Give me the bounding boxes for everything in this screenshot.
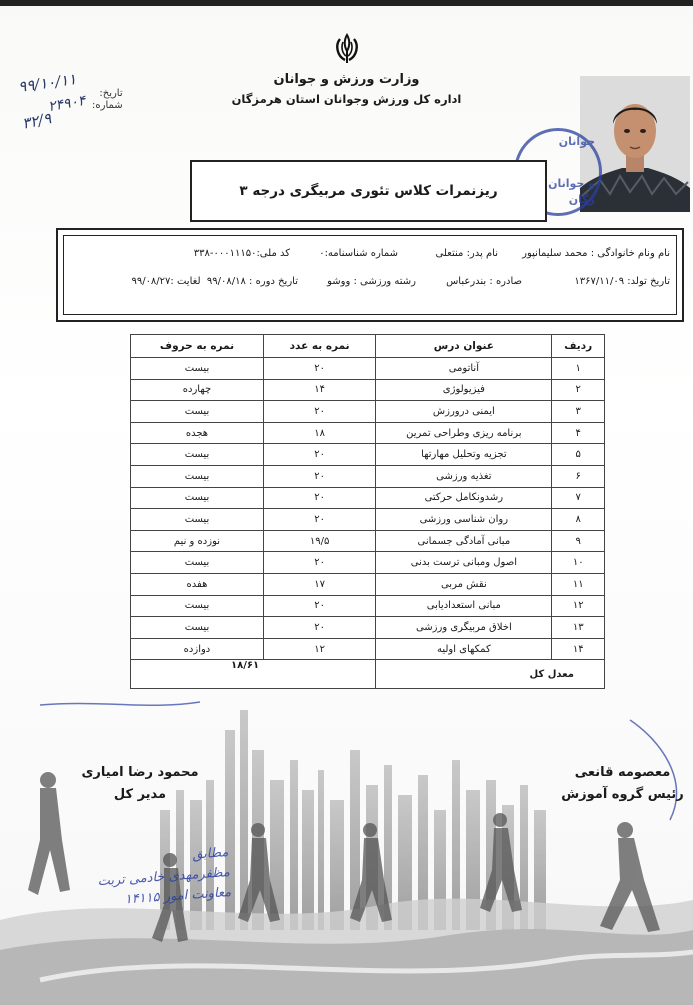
- director-name: محمود رضا امیاری: [81, 765, 199, 780]
- grade-words: بیست: [131, 509, 264, 531]
- row-number: ۸: [552, 509, 605, 531]
- grade-number: ۲۰: [263, 595, 375, 617]
- director-signature: [70, 762, 210, 806]
- course-title: مبانی آمادگی جسمانی: [376, 530, 552, 552]
- handwritten-line-2: مظفرمهدی خادمی تربت: [97, 865, 231, 890]
- grade-row: [131, 487, 605, 509]
- handwritten-line-1: مطابق: [191, 845, 229, 863]
- department-name: اداره کل ورزش وجوانان استان هرمزگان: [231, 92, 462, 106]
- training-head-signature: [560, 762, 685, 806]
- grade-row: [131, 358, 605, 380]
- birth-date-field: تاریخ تولد: ۱۳۶۷/۱۱/۰۹: [574, 276, 670, 287]
- grade-row: [131, 379, 605, 401]
- course-title: تجزیه وتحلیل مهارتها: [376, 444, 552, 466]
- grade-row: [131, 401, 605, 423]
- grade-number: ۲۰: [263, 465, 375, 487]
- grade-number: ۲۰: [263, 444, 375, 466]
- grade-words: بیست: [131, 595, 264, 617]
- handwritten-number: ۲۴۹۰۴: [46, 92, 87, 116]
- grade-row: [131, 638, 605, 660]
- course-title: تغذیه ورزشی: [376, 465, 552, 487]
- grade-number: ۱۸: [263, 422, 375, 444]
- national-code-field: کد ملی:۰۰۰۱۱۱۵۰-۳۳۸: [193, 248, 290, 259]
- handwritten-date-number: [12, 70, 102, 134]
- grade-number: ۱۴: [263, 379, 375, 401]
- row-number: ۱۰: [552, 552, 605, 574]
- grade-number: ۲۰: [263, 401, 375, 423]
- father-field: نام پدر: منتعلی: [435, 248, 498, 259]
- personal-info-box: [56, 228, 684, 322]
- grades-table: [130, 334, 605, 689]
- grade-row: [131, 422, 605, 444]
- header-grade-number: نمره به عدد: [263, 335, 375, 358]
- course-title: برنامه ریزی وطراحی تمرین: [376, 422, 552, 444]
- grade-words: بیست: [131, 617, 264, 639]
- course-title: مبانی استعدادیابی: [376, 595, 552, 617]
- average-row: [131, 660, 605, 689]
- header-course-title: عنوان درس: [376, 335, 552, 358]
- sport-field: رشته ورزشی : ووشو: [327, 276, 416, 287]
- row-number: ۱۱: [552, 573, 605, 595]
- handwritten-number-suffix: ۳۲/۹: [20, 109, 53, 133]
- grade-words: بیست: [131, 487, 264, 509]
- header-row-number: ردیف: [552, 335, 605, 358]
- grade-words: دوازده: [131, 638, 264, 660]
- scan-edge: [0, 0, 693, 6]
- grade-words: هجده: [131, 422, 264, 444]
- grade-number: ۱۹/۵: [263, 530, 375, 552]
- course-title: کمکهای اولیه: [376, 638, 552, 660]
- grade-words: چهارده: [131, 379, 264, 401]
- row-number: ۱۴: [552, 638, 605, 660]
- grade-row: [131, 573, 605, 595]
- handwritten-date: ۹۹/۱۰/۱۱: [17, 70, 78, 96]
- grade-row: [131, 595, 605, 617]
- course-title: ایمنی درورزش: [376, 401, 552, 423]
- row-number: ۴: [552, 422, 605, 444]
- average-value: ۱۸/۶۱: [131, 660, 376, 689]
- row-number: ۱۲: [552, 595, 605, 617]
- header-grade-words: نمره به حروف: [131, 335, 264, 358]
- number-label: شماره:: [92, 100, 123, 111]
- ministry-name: وزارت ورزش و جوانان: [273, 72, 420, 87]
- grade-number: ۲۰: [263, 509, 375, 531]
- name-field: نام ونام خانوادگی : محمد سلیمانپور: [522, 248, 670, 259]
- sports-skyline-illustration: [0, 690, 693, 1005]
- grade-words: بیست: [131, 465, 264, 487]
- course-title: فیزیولوژی: [376, 379, 552, 401]
- row-number: ۱۳: [552, 617, 605, 639]
- course-title: روان شناسی ورزشی: [376, 509, 552, 531]
- row-number: ۶: [552, 465, 605, 487]
- date-label: تاریخ:: [99, 88, 123, 99]
- id-number-field: شماره شناسنامه:۰: [319, 248, 398, 259]
- grade-row: [131, 465, 605, 487]
- grade-number: ۲۰: [263, 552, 375, 574]
- document-title: ریزنمرات کلاس تئوری مربیگری درجه ۳: [190, 160, 547, 222]
- issued-field: صادره : بندرعباس: [446, 276, 522, 287]
- grade-words: هفده: [131, 573, 264, 595]
- grade-row: [131, 552, 605, 574]
- grade-row: [131, 444, 605, 466]
- grades-header-row: [131, 335, 605, 358]
- course-date-field: تاریخ دوره : ۹۹/۰۸/۱۸ لغایت :۹۹/۰۸/۲۷: [131, 276, 298, 287]
- grade-number: ۲۰: [263, 358, 375, 380]
- grade-row: [131, 617, 605, 639]
- course-title: آناتومی: [376, 358, 552, 380]
- date-number-labels: [92, 88, 123, 112]
- row-number: ۵: [552, 444, 605, 466]
- row-number: ۲: [552, 379, 605, 401]
- course-title: اخلاق مربیگری ورزشی: [376, 617, 552, 639]
- training-head-name: معصومه قانعی: [574, 765, 671, 780]
- grade-number: ۲۰: [263, 487, 375, 509]
- grade-row: [131, 509, 605, 531]
- grade-words: بیست: [131, 552, 264, 574]
- training-head-role: رئیس گروه آموزش: [561, 787, 684, 802]
- row-number: ۷: [552, 487, 605, 509]
- course-title: اصول ومبانی ترست بدنی: [376, 552, 552, 574]
- row-number: ۹: [552, 530, 605, 552]
- personal-info-inner: [63, 235, 677, 315]
- handwritten-line-3: معاونت امور ۱۴۱۱۵: [124, 884, 232, 908]
- grade-words: بیست: [131, 358, 264, 380]
- row-number: ۳: [552, 401, 605, 423]
- grade-words: بیست: [131, 444, 264, 466]
- grade-number: ۲۰: [263, 617, 375, 639]
- grade-words: بیست: [131, 401, 264, 423]
- grade-row: [131, 530, 605, 552]
- grade-number: ۱۲: [263, 638, 375, 660]
- grade-number: ۱۷: [263, 573, 375, 595]
- official-stamp-top: جوانان و جوانان زگان: [514, 128, 602, 216]
- director-role: مدیر کل: [113, 787, 167, 802]
- grade-words: نوزده و نیم: [131, 530, 264, 552]
- course-title: نقش مربی: [376, 573, 552, 595]
- row-number: ۱: [552, 358, 605, 380]
- iran-emblem-icon: [331, 32, 363, 66]
- average-label: معدل کل: [376, 660, 605, 689]
- course-title: رشدونکامل حرکتی: [376, 487, 552, 509]
